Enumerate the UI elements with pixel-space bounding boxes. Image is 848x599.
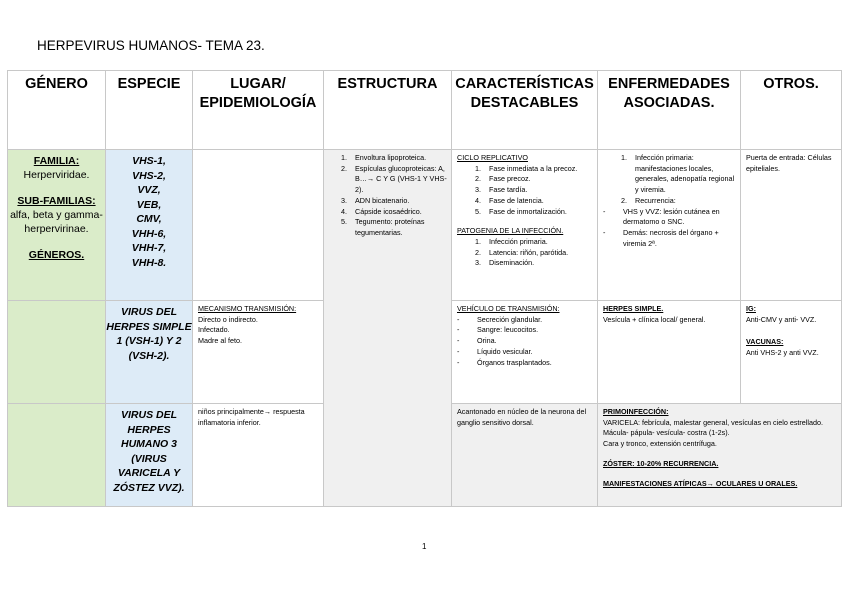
species-item: VVZ, bbox=[137, 184, 161, 196]
ig-text: Anti-CMV y anti- VVZ. bbox=[746, 314, 817, 324]
lugar-cell-empty bbox=[193, 150, 324, 301]
list-item: 2. Fase precoz. bbox=[483, 174, 593, 185]
lugar-vvz: niños principalmente→ respuesta inflamatoria inferior. bbox=[193, 404, 324, 507]
header-lugar: LUGAR/ EPIDEMIOLOGÍA bbox=[193, 71, 324, 150]
cara-text: Cara y tronco, extensión centrífuga. bbox=[603, 439, 717, 449]
primoinfeccion-cell bbox=[598, 404, 842, 507]
list-item: - Sangre: leucocitos. bbox=[457, 325, 593, 336]
especie-cell bbox=[106, 150, 193, 301]
enfermedades-cell bbox=[598, 150, 741, 301]
herpes-simple-title: HERPES SIMPLE. bbox=[603, 304, 664, 313]
mecanismo-cell bbox=[193, 301, 324, 404]
subfamilias-label: SUB-FAMILIAS: bbox=[17, 195, 96, 207]
list-item: - Líquido vesicular. bbox=[457, 347, 593, 358]
header-especie: ESPECIE bbox=[106, 71, 193, 150]
genero-cell-empty bbox=[8, 404, 106, 507]
familia-value: Herperviridae. bbox=[23, 169, 90, 181]
list-item: 2. Espículas glucoproteicas: A, B…→ C Y G (VHS-1 Y VHS-2). bbox=[349, 164, 447, 196]
caracteristicas-vvz: Acantonado en núcleo de la neurona del ganglio sensitivo dorsal. bbox=[452, 404, 598, 507]
header-estructura: ESTRUCTURA bbox=[324, 71, 452, 150]
species-item: VHS-2, bbox=[132, 169, 166, 182]
otros-cell: Puerta de entrada: Células epiteliales. bbox=[741, 150, 842, 301]
ciclo-title: CICLO REPLICATIVO bbox=[457, 153, 528, 162]
list-item: - Órganos trasplantados. bbox=[457, 358, 593, 369]
primoinfeccion-title: PRIMOINFECCIÓN: bbox=[603, 407, 669, 416]
estructura-cell bbox=[324, 150, 452, 507]
list-item: Madre al feto. bbox=[198, 336, 242, 346]
species-item: VEB, bbox=[136, 198, 162, 211]
ig-title: IG: bbox=[746, 304, 756, 313]
list-item: Infectado. bbox=[198, 325, 230, 335]
species-item: VHH-7, bbox=[131, 242, 167, 254]
list-item: - Demás: necrosis del órgano + viremia 2ª. bbox=[603, 228, 736, 249]
patogenia-title: PATOGENIA DE LA INFECCIÓN. bbox=[457, 226, 564, 236]
table-row bbox=[8, 150, 842, 301]
list-item: 1. Infección primaria. bbox=[483, 237, 593, 248]
caracteristicas-cell bbox=[452, 150, 598, 301]
herpesvirus-table bbox=[7, 70, 842, 507]
list-item: - Orina. bbox=[457, 336, 593, 347]
herpes-simple-cell bbox=[598, 301, 741, 404]
list-item: 5. Tegumento: proteínas tegumentarias. bbox=[349, 217, 447, 238]
list-item: Directo o indirecto. bbox=[198, 314, 258, 324]
species-item: VHS-1, bbox=[132, 155, 166, 167]
header-caracteristicas: CARACTERÍSTICAS DESTACABLES bbox=[452, 71, 598, 150]
list-item: - Secreción glandular. bbox=[457, 315, 593, 326]
list-item: 1. Envoltura lipoproteica. bbox=[349, 153, 447, 164]
generos-label: GÉNEROS. bbox=[28, 249, 85, 261]
especie-vhs: VIRUS DEL HERPES SIMPLE 1 (VSH-1) Y 2 (VSH-2). bbox=[106, 301, 193, 404]
species-item: VHH-6, bbox=[131, 227, 167, 240]
species-item: VHH-8. bbox=[131, 256, 167, 269]
mecanismo-title: MECANISMO TRANSMISIÓN: bbox=[198, 304, 297, 313]
species-item: CMV, bbox=[136, 213, 162, 225]
zoster-text: ZÓSTER: 10-20% RECURRENCIA. bbox=[603, 458, 719, 468]
list-item: 2. Recurrencia: bbox=[629, 196, 736, 207]
list-item: - VHS y VVZ: lesión cutánea en dermatomo o SNC. bbox=[603, 207, 736, 228]
vacunas-title: VACUNAS: bbox=[746, 337, 784, 347]
manifestaciones-text: MANIFESTACIONES ATÍPICAS→ OCULARES U ORALES. bbox=[603, 478, 798, 488]
ig-vacunas-cell bbox=[741, 301, 842, 404]
subfamilias-value: alfa, beta y gamma-herpervirinae. bbox=[10, 209, 103, 235]
list-item: 5. Fase de inmortalización. bbox=[483, 207, 593, 218]
list-item: 1. Fase inmediata a la precoz. bbox=[483, 164, 593, 175]
list-item: 4. Cápside icosaédrico. bbox=[349, 207, 447, 218]
familia-label: FAMILIA: bbox=[33, 155, 80, 167]
list-item: 3. ADN bicatenario. bbox=[349, 196, 447, 207]
vehiculo-cell bbox=[452, 301, 598, 404]
header-genero: GÉNERO bbox=[8, 71, 106, 150]
list-item: 3. Diseminación. bbox=[483, 258, 593, 269]
list-item: 4. Fase de latencia. bbox=[483, 196, 593, 207]
page-number: 1 bbox=[422, 542, 427, 551]
varicela-text: VARICELA: febrícula, malestar general, vesículas en cielo estrellado. bbox=[603, 417, 823, 427]
vacunas-text: Anti VHS-2 y anti VVZ. bbox=[746, 348, 819, 358]
list-item: 3. Fase tardía. bbox=[483, 185, 593, 196]
list-item: 2. Latencia: riñón, parótida. bbox=[483, 248, 593, 259]
vehiculo-title: VEHÍCULO DE TRANSMISIÓN: bbox=[457, 304, 560, 313]
header-row bbox=[8, 71, 842, 150]
herpes-simple-text: Vesícula + clínica local/ general. bbox=[603, 314, 706, 324]
header-otros: OTROS. bbox=[741, 71, 842, 150]
genero-cell bbox=[8, 150, 106, 301]
document-title: HERPEVIRUS HUMANOS- TEMA 23. bbox=[37, 38, 265, 53]
macula-text: Mácula- pápula- vesícula- costra (1-2s). bbox=[603, 428, 730, 438]
genero-cell-empty bbox=[8, 301, 106, 404]
list-item: 1. Infección primaria: manifestaciones locales, generales, adenopatía regional y viremia. bbox=[629, 153, 736, 196]
especie-vvz: VIRUS DEL HERPES HUMANO 3 (VIRUS VARICELA Y ZÓSTEZ VVZ). bbox=[106, 404, 193, 507]
header-enfermedades: ENFERMEDADES ASOCIADAS. bbox=[598, 71, 741, 150]
